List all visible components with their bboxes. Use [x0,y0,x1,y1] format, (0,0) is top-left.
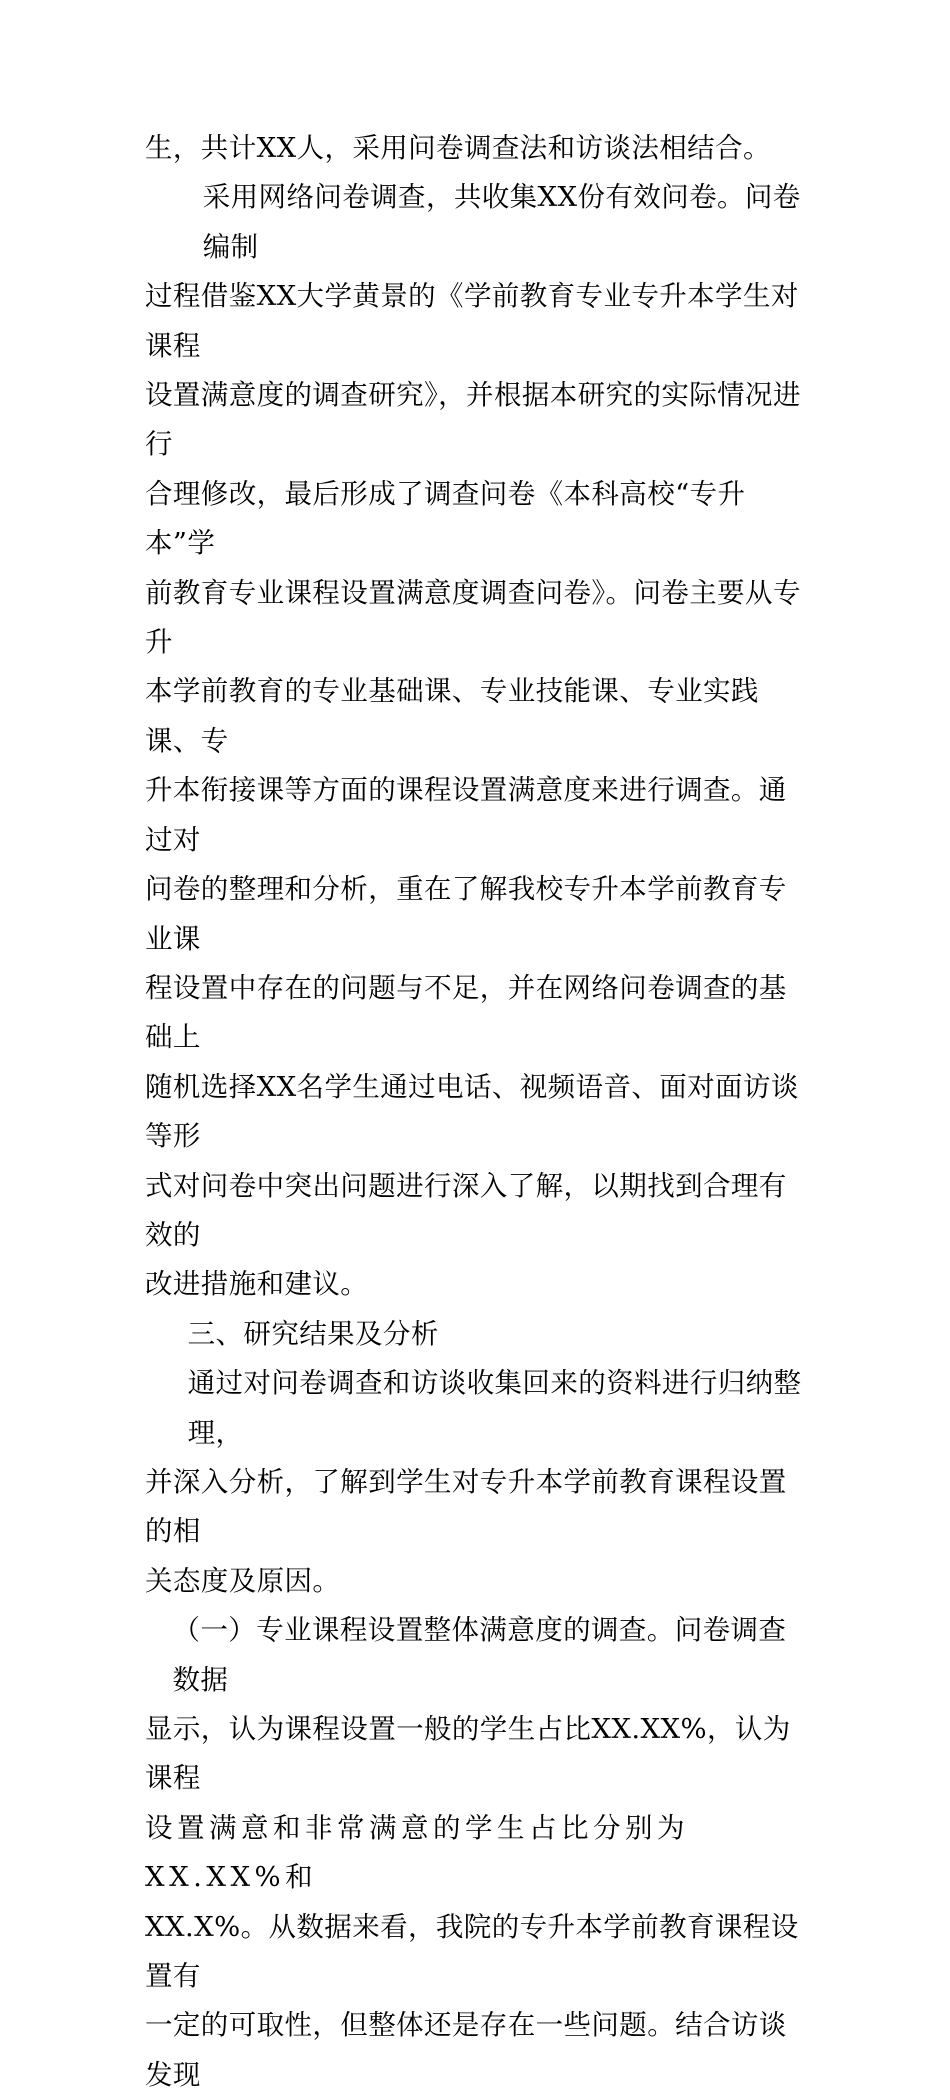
text-line: 前教育专业课程设置满意度调查问卷》。问卷主要从专升 [145,576,801,659]
text-line: 随机选择XX名学生通过电话、视频语音、面对面访谈等形 [145,1070,799,1153]
text-line: 关态度及原因。 [145,1564,341,1597]
text-line: 一定的可取性，但整体还是存在一些问题。结合访谈发现 [145,2009,787,2091]
text-line: 通过对问卷调查和访谈收集回来的资料进行归纳整理， [187,1367,802,1449]
text-line: 设置满意和非常满意的学生占比分别为XX.XX%和 [145,1811,689,1894]
paragraph-satisfaction [145,1606,805,2100]
text-line: 显示，认为课程设置一般的学生占比XX.XX%，认为课程 [145,1713,791,1795]
text-line: 本学前教育的专业基础课、专业技能课、专业实践课、专 [145,675,759,757]
text-line: 升本衔接课等方面的课程设置满意度来进行调查。通过对 [145,774,787,856]
text-line: 问卷的整理和分析，重在了解我校专升本学前教育专业课 [145,873,787,955]
text-line: 程设置中存在的问题与不足，并在网络问卷调查的基础上 [145,971,787,1054]
text-line: 设置满意度的调查研究》，并根据本研究的实际情况进行 [145,379,801,461]
text-line: 生，共计XX人，采用问卷调查法和访谈法相结合。 [145,132,771,164]
section-heading-text: 三、研究结果及分析 [187,1317,439,1350]
text-line: 合理修改，最后形成了调查问卷《本科高校“专升本”学 [145,477,746,560]
text-line: XX.X%。从数据来看，我院的专升本学前教育课程设置有 [145,1910,799,1993]
paragraph-continuation [145,124,805,173]
paragraph-results-intro [145,1359,805,1606]
paragraph-survey-method [145,173,805,1309]
section-heading [145,1310,805,1359]
text-line: 采用网络问卷调查，共收集XX份有效问卷。问卷编制 [202,181,801,263]
text-line: 并深入分析，了解到学生对专升本学前教育课程设置的相 [145,1465,787,1548]
text-line: 式对问卷中突出问题进行深入了解，以期找到合理有效的 [145,1169,787,1251]
text-line: （一）专业课程设置整体满意度的调查。问卷调查数据 [172,1614,787,1696]
text-line: 改进措施和建议。 [145,1268,369,1301]
document-body [145,124,805,2100]
text-line: 过程借鉴XX大学黄景的《学前教育专业专升本学生对课程 [145,280,799,362]
